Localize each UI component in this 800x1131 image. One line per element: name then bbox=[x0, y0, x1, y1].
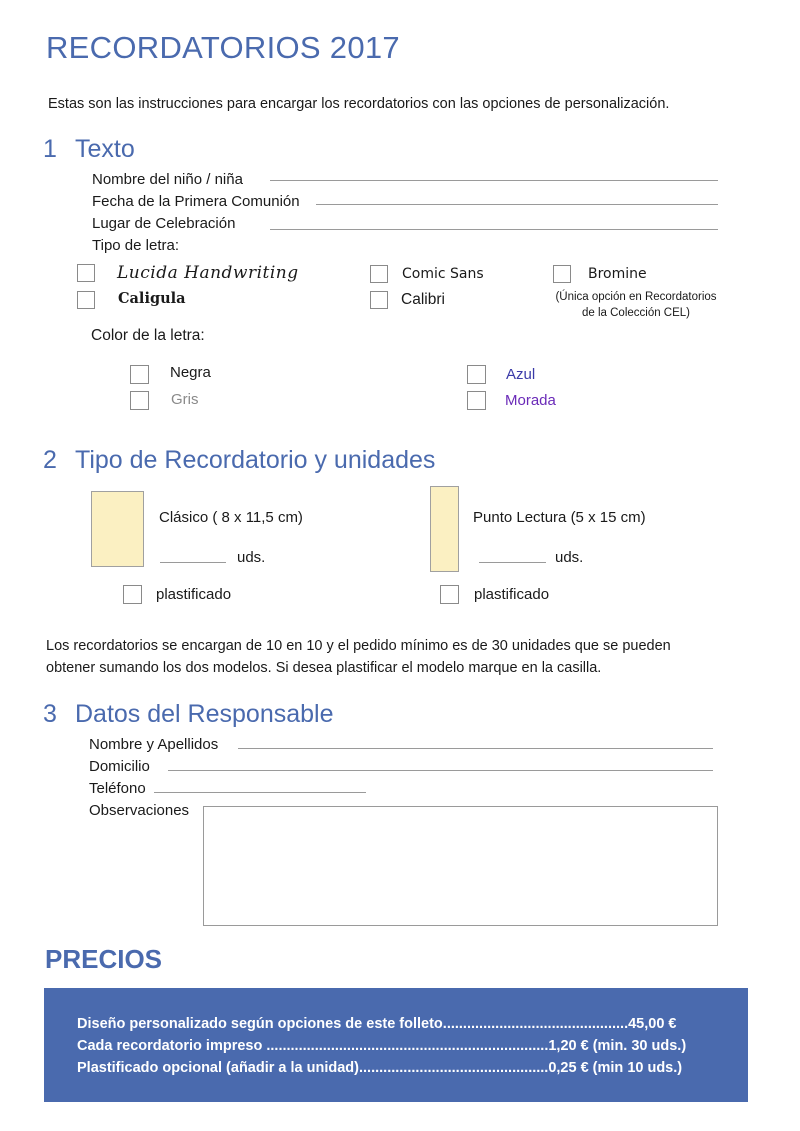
lugar-celebracion-label: Lugar de Celebración bbox=[92, 215, 236, 232]
nombre-nino-field[interactable] bbox=[270, 180, 718, 181]
section-3-number: 3 bbox=[43, 700, 57, 728]
font-comic-checkbox[interactable] bbox=[370, 265, 388, 283]
punto-lectura-label: Punto Lectura (5 x 15 cm) bbox=[473, 509, 646, 526]
font-calibri-checkbox[interactable] bbox=[370, 291, 388, 309]
section-3-heading bbox=[43, 700, 334, 729]
section-1-title: Texto bbox=[75, 135, 135, 163]
color-morada-label: Morada bbox=[505, 392, 556, 409]
font-caligula-checkbox[interactable] bbox=[77, 291, 95, 309]
lugar-celebracion-field[interactable] bbox=[270, 229, 718, 230]
clasico-plastificado-checkbox[interactable] bbox=[123, 585, 142, 604]
observaciones-label: Observaciones bbox=[89, 802, 190, 819]
section-2-heading bbox=[43, 446, 435, 475]
color-azul-checkbox[interactable] bbox=[467, 365, 486, 384]
clasico-units-field[interactable] bbox=[160, 562, 226, 563]
domicilio-field[interactable] bbox=[168, 770, 713, 771]
color-negra-checkbox[interactable] bbox=[130, 365, 149, 384]
nombre-apellidos-label: Nombre y Apellidos bbox=[89, 736, 219, 753]
fecha-comunion-field[interactable] bbox=[316, 204, 718, 205]
clasico-label: Clásico ( 8 x 11,5 cm) bbox=[159, 509, 303, 526]
fecha-comunion-label: Fecha de la Primera Comunión bbox=[92, 193, 300, 210]
telefono-label: Teléfono bbox=[89, 780, 146, 797]
nombre-apellidos-field[interactable] bbox=[238, 748, 713, 749]
observaciones-textarea[interactable] bbox=[203, 806, 718, 926]
price-row-plastificado: Plastificado opcional (añadir a la unidad)...............................................0,25 € (min 10 uds.) bbox=[77, 1060, 683, 1076]
nombre-nino-label: Nombre del niño / niña bbox=[92, 171, 243, 188]
font-bromine-label: Bromine bbox=[588, 266, 647, 282]
price-row-diseno: Diseño personalizado según opciones de este folleto..............................................45,00 € bbox=[77, 1016, 677, 1032]
intro-text: Estas son las instrucciones para encargar los recordatorios con las opciones de personalización. bbox=[48, 96, 670, 112]
section-2-title: Tipo de Recordatorio y unidades bbox=[75, 446, 436, 474]
clasico-units-label: uds. bbox=[237, 549, 266, 566]
precios-heading: PRECIOS bbox=[45, 944, 163, 974]
color-negra-label: Negra bbox=[170, 364, 211, 381]
section-2-note-line-1: Los recordatorios se encargan de 10 en 10 y el pedido mínimo es de 30 unidades que se pueden bbox=[46, 638, 671, 654]
section-2-number: 2 bbox=[43, 446, 57, 474]
precios-panel bbox=[44, 988, 748, 1102]
section-3-title: Datos del Responsable bbox=[75, 700, 334, 728]
domicilio-label: Domicilio bbox=[89, 758, 150, 775]
punto-lectura-units-label: uds. bbox=[555, 549, 584, 566]
section-2-note-line-2: obtener sumando los dos modelos. Si desea plastificar el modelo marque en la casilla. bbox=[46, 660, 602, 676]
font-comic-label: Comic Sans bbox=[402, 266, 484, 282]
punto-lectura-plastificado-label: plastificado bbox=[474, 586, 550, 603]
font-lucida-label: Lucida Handwriting bbox=[117, 263, 299, 283]
font-caligula-label: Caligula bbox=[118, 290, 186, 307]
telefono-field[interactable] bbox=[154, 792, 366, 793]
font-calibri-label: Calibri bbox=[401, 291, 445, 308]
bromine-note-line-1: (Única opción en Recordatorios bbox=[555, 291, 717, 303]
font-bromine-checkbox[interactable] bbox=[553, 265, 571, 283]
color-azul-label: Azul bbox=[506, 366, 536, 383]
price-row-recordatorio: Cada recordatorio impreso ......................................................................1,20 € (min. 30 uds.) bbox=[77, 1038, 687, 1054]
color-gris-checkbox[interactable] bbox=[130, 391, 149, 410]
tipo-letra-label: Tipo de letra: bbox=[92, 237, 179, 254]
bromine-note-line-2: de la Colección CEL) bbox=[581, 307, 691, 319]
section-1-number: 1 bbox=[43, 135, 57, 163]
clasico-card-image bbox=[91, 491, 144, 567]
bromine-note bbox=[540, 289, 732, 321]
punto-lectura-plastificado-checkbox[interactable] bbox=[440, 585, 459, 604]
color-gris-label: Gris bbox=[171, 391, 199, 408]
color-morada-checkbox[interactable] bbox=[467, 391, 486, 410]
section-1-heading bbox=[43, 135, 135, 164]
font-lucida-checkbox[interactable] bbox=[77, 264, 95, 282]
punto-lectura-card-image bbox=[430, 486, 459, 572]
page-title: RECORDATORIOS 2017 bbox=[46, 30, 400, 65]
clasico-plastificado-label: plastificado bbox=[156, 586, 232, 603]
color-letra-label: Color de la letra: bbox=[91, 327, 205, 344]
punto-lectura-units-field[interactable] bbox=[479, 562, 546, 563]
